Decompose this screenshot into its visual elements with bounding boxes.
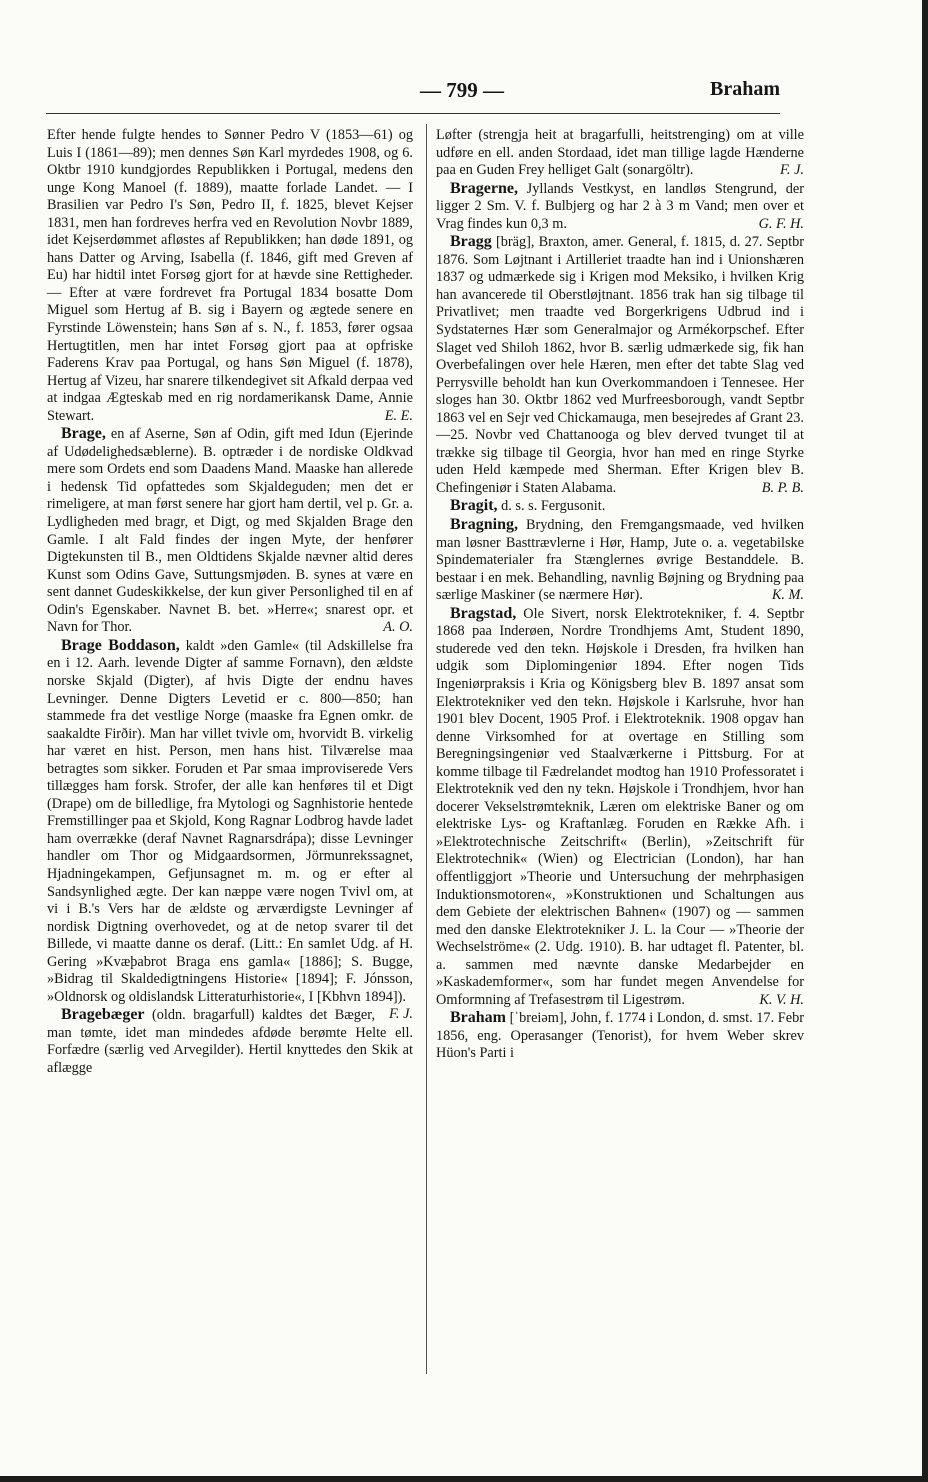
entry-text: en af Aserne, Søn af Odin, gift med Idun (Ejerinde af Udødelighedsæblerne). B. optræder i de nordiske Oldkvad mere som Ordets end som Daadens Mand. Maaske han allerede i hedensk Tid opfattedes som Skjaldeguden; men det er rimeligere, at man først senere har gjort ham dertil, vel p. Gr. a. Lydligheden med bragr, et Digt, og med Skjalden Brage den Gamle. I alt Fald findes der ingen Myte, der henfører Digtekunsten til B., men Oldtidens Skjalde nævner altid deres Kunst som Odins Gave, Suttungsmjøden. B. synes at være en sent dannet Gudeskikkelse, der kun giver Personlighed til en af Odin's Egenskaber. Navnet B. bet. »Herre«; snarest opr. et Navn for Thor. — [47, 426, 414, 636]
headword: Bragstad, — [450, 604, 517, 622]
entry-bragerne — [436, 180, 804, 234]
entry-text: Jyllands Vestkyst, en landløs Stengrund, der ligger 2 Sm. V. f. Bulbjerg og har 2 à 3 m Vand; men over et Vrag findes kun 0,3 m. — [436, 180, 804, 232]
headword: Bragning, — [450, 516, 519, 534]
entry-text: Efter hende fulgte hendes to Sønner Pedro V (1853—61) og Luis I (1861—89); men dennes Søn Karl myrdedes 1908, og 6. Oktbr 1910 kundgjordes Republikken i Portugal, medens den unge Kong Manoel (f. 1889), maatte forlade Landet. — I Brasilien var Pedro I's Søn, Pedro II, f. 1825, blevet Kejser 1831, men han fordreves herfra ved en Revolution Novbr 1889, idet Kejserdømmet afløstes af Republikken; han døde 1891, og hans Datter og Arving, Isabella (f. 1846, gift med Greven af Eu) har hidtil intet Forsøg gjort for at hævde sine Rettigheder. — Efter at være fordrevet fra Portugal 1834 bosatte Dom Miguel som Hertug af B. sig i Bayern og ægtede senere en Fyrstinde Löwenstein; hans Søn af s. N., f. 1853, fører ogsaa Hertugtitlen, men har intet Forsøg gjort paa at opfriske Faderens Krav paa Portugal, og hans Søn Miguel (f. 1878), Hertug af Vizeu, har snarere tilkendegivet sit Afkald derpaa ved at indgaa Ægteskab med en rig nordamerikansk Dame, Annie Stewart. — [47, 127, 413, 424]
author-signature: B. P. B. — [761, 479, 804, 496]
entry-braham — [436, 1009, 804, 1063]
entry-bragebaeger — [47, 1006, 413, 1077]
running-head: Braham — [710, 78, 780, 100]
author-signature: E. E. — [384, 407, 413, 424]
headword: Bragg — [450, 233, 492, 251]
author-signature: F. J. — [780, 162, 804, 179]
entry-text: Brydning, den Fremgangsmaade, ved hvilken man løsner Basttrævlerne i Hør, Hamp, Jute o. a. vegetabilske Spindematerialer fra Stænglernes øvrige Bestanddele. B. bestaar i en mek. Behandling, navnlig Bøjning og Brydning paa særlige Maskiner (se nærmere Hør). — [436, 517, 804, 604]
author-signature: K. M. — [771, 587, 804, 604]
entry-text: Løfter (strengja heit at bragarfulli, heitstrenging) om at ville udføre en ell. anden Stordaad, idet man tillige lagde Hænderne paa en Guden Frey helliget Galt (sonargöltr). — [436, 127, 804, 179]
entry-continuation — [436, 127, 804, 180]
column-divider — [426, 124, 427, 1374]
page-header — [40, 70, 780, 110]
scan-edge-bottom — [0, 1476, 928, 1482]
headword: Brage, — [61, 425, 106, 443]
author-signature: K. V. H. — [759, 991, 804, 1008]
author-signature: G. F. H. — [758, 215, 804, 232]
headword: Bragit, — [450, 497, 498, 515]
entry-text: Ole Sivert, norsk Elektrotekniker, f. 4. Septbr 1868 paa Inderøen, Nordre Trondhjems Amt, Student 1890, studerede ved den tekn. Højskole i Dresden, fra hvilken han udgik som Diplomingeniør 1894. Efter nogen Tids Ingeniørpraksis i Kria og Königsberg blev B. 1897 ansat som Elektrotekniker ved den tekn. Højskole i Karlsruhe, hvor han 1901 blev Docent, 1905 Prof. i Elektroteknik. 1908 opgav han denne Virksomhed for at overtage en Stilling som Beregningsingeniør ved Staalværkerne i Pittsburg. For at komme tilbage til Fædrelandet modtog han 1910 Professoratet i Elektroteknik ved den ny tekn. Højskole i Trondhjem, hvor han docerer Vekselstrømteknik, Læren om elektriske Baner og om elektriske Lys- og Kraftanlæg. Foruden en Række Afh. i »Elektrotechnische Zeitschrift« (Berlin), »Zeitschrift für Elektrotechnik« (Wien) og Electrician (London), har han offentliggjort »Theorie und Untersuchung der mehrphasigen Induktionsmotoren«, »Konstruktionen und Schaltungen aus dem Gebiete der elektrischen Bahnen« (1907) og — sammen med den danske Elektrotekniker J. L. la Cour — »Theorie der Wechselströme« (2. Udg. 1910). B. har udtaget fl. Patenter, bl. a. sammen med nævnte danske Medarbejder en »Kaskademformer«, som har fundet megen Anvendelse for Omformning af Trefasestrøm til Ligestrøm. — [436, 605, 804, 1008]
entry-text: kaldt »den Gamle« (til Adskillelse fra en i 12. Aarh. levende Digter af samme Fornavn), den ældste norske Skjald (Digter), af hvis Digte der endnu haves Levninger. Denne Digters Levetid er c. 800—850; han stammede fra det vestlige Norge (maaske fra Egnen omkr. de saakaldte Firðir). Man har villet tvivle om, hvorvidt B. virkelig har været en hist. Person, men hans hist. Tilværelse maa betragtes som sikker. Foruden et Par smaa improviserede Vers tillægges ham forsk. Strofer, der alle kan henføres til et Digt (Drape) om de billedlige, fra Mytologi og Sagnhistorie hentede Fremstillinger paa et Skjold, Kong Ragnar Lodbrog havde ladet ham overrække (deraf Navnet Ragnarsdrápa); disse Levninger handler om Thor og Midgaardsormen, Jörmunrekssagnet, Hjadningekampen, Gefjunsagnet m. m. og er efter al Sandsynlighed ægte. Der kan næppe være nogen Tvivl om, at vi i B.'s Vers har de ældste og ærværdigste Levninger af nordisk Digtning overhovedet, og at de netop svarer til det Billede, vi maatte danne os deraf. (Litt.: En samlet Udg. af H. Gering »Kvæþabrot Braga ens gamla« [1886]; S. Bugge, »Bidrag til Skaldedigtningens Historie« [1894]; F. Jónsson, »Oldnorsk og oldislandsk Litteraturhistorie«, I [Kbhvn 1894]). — [47, 637, 414, 1005]
entry-text: [ˈbreiəm], John, f. 1774 i London, d. smst. 17. Febr 1856, eng. Operasanger (Tenorist), for hvem Weber skrev Hüon's Parti i — [436, 1010, 804, 1062]
entry-bragning — [436, 516, 804, 605]
scan-edge-right — [922, 0, 928, 1482]
entry-text: (oldn. bragarfull) kaldtes det Bæger, man tømte, idet man mindedes afdøde berømte Helte ell. Forfædre (særlig ved Arvegilder). Hertil knyttedes den Skik at aflægge — [47, 1007, 413, 1076]
entry-brage — [47, 425, 413, 637]
headword: Bragerne, — [450, 179, 518, 197]
headword: Bragebæger — [61, 1006, 145, 1024]
entry-text: [bräg], Braxton, amer. General, f. 1815, d. 27. Septbr 1876. Som Løjtnant i Artilleriet traadte han ind i Unionshæren 1837 og udmærkede sig i Krigen mod Meksiko, i hvilken Krig han avancerede til Oberstløjtnant. 1856 trak han sig tilbage til Privatlivet; men traadte ved Borgerkrigens Udbrud ind i Sydstaternes Hær som Generalmajor og Armékorpschef. Efter Slaget ved Shiloh 1862, hvor B. særlig udmærkede sig, fik han Overbefalingen over hele Hæren, men efter det tabte Slag ved Perrysville beholdt han kun Overkommandoen i Tennesee. Her sloges han 30. Oktbr 1862 ved Murfreesborough, vandt Septbr 1863 vel en Sejr ved Chickamauga, men besejredes af Grant 23.—25. Novbr ved Chattanooga og blev derved tvunget til at trække sig tilbage til Georgia, hvor han med en ringe Styrke uden Held kæmpede med Sherman. Efter Krigen blev B. Chefingeniør i Staten Alabama. — [436, 234, 805, 496]
right-column — [436, 127, 804, 1063]
entry-continuation — [47, 127, 413, 425]
page-number: — 799 — — [420, 78, 504, 102]
header-rule — [46, 113, 780, 114]
author-signature: F. J. — [389, 1006, 413, 1023]
entry-text: d. s. s. Fergusonit. — [501, 498, 606, 515]
entry-bragstad — [436, 605, 804, 1010]
headword: Braham — [450, 1009, 506, 1027]
entry-bragit — [436, 497, 804, 516]
left-column — [47, 127, 413, 1078]
entry-bragg — [436, 233, 804, 497]
headword: Brage Boddason, — [61, 636, 180, 654]
author-signature: A. O. — [383, 619, 413, 636]
